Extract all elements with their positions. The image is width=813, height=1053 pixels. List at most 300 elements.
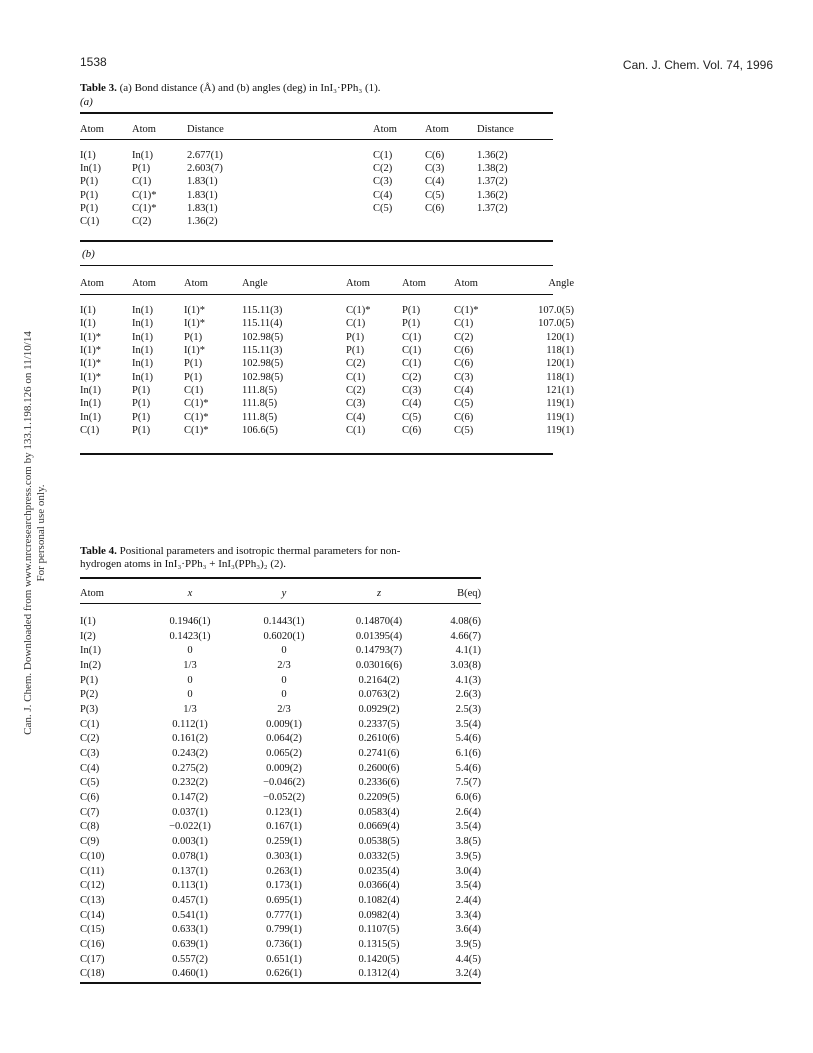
table-cell: I(1)* [80,331,101,343]
table-cell: 1.83(1) [187,176,218,188]
table-cell: C(18) [80,968,105,980]
table-cell: C(1) [402,345,422,357]
table-cell: P(1) [184,358,203,370]
table-cell: 0 [281,689,287,701]
table-cell: P(1) [80,176,99,188]
table3-b-body [80,304,574,437]
table-cell: 0.0583(4) [358,806,400,818]
table-row [80,629,481,644]
table-row [80,702,481,717]
header-cell: Atom [402,277,426,289]
table-cell: 0.137(1) [172,865,208,877]
table-cell: 0 [187,674,193,686]
table-row [80,304,574,317]
table-row [80,384,574,397]
table-cell: P(1) [346,345,365,357]
header-cell: Atom [454,277,478,289]
table-cell: I(1)* [80,345,101,357]
table-cell: P(1) [402,305,421,317]
table-cell: C(1)* [346,305,371,317]
table-cell: 2/3 [277,703,291,715]
table-row [80,215,537,228]
table-cell: C(1) [402,358,422,370]
table-cell: 5.4(6) [455,733,481,745]
table-cell: C(13) [80,894,105,906]
table-cell [373,215,425,228]
table-cell: 0.0763(2) [358,689,400,701]
page-number: 1538 [80,55,107,69]
table-cell: 0.037(1) [172,806,208,818]
table-cell: 0.557(2) [172,953,208,965]
header-cell: Angle [242,277,268,289]
table-cell: 0.626(1) [266,968,302,980]
table-cell: 0.695(1) [266,894,302,906]
table-cell: 0.777(1) [266,909,302,921]
table-row [80,952,481,967]
table-cell: 118(1) [546,371,574,383]
table-cell: 0.0982(4) [358,909,400,921]
table-cell: C(12) [80,880,105,892]
table-cell: 3.5(4) [455,880,481,892]
table-cell: C(3) [402,384,422,396]
header-cell: Atom [346,277,370,289]
table3-label: Table 3. [80,82,117,94]
table-cell: 102.98(5) [242,371,284,383]
table4-header [80,587,481,599]
table-cell: 2.677(1) [187,150,223,162]
download-notice [22,293,48,773]
table-cell: C(3) [425,163,445,175]
table-cell: I(1)* [184,318,205,330]
table-cell: 120(1) [546,331,574,343]
table-cell: C(1)* [184,424,209,436]
header-cell: B(eq) [457,587,481,599]
table-cell: 120(1) [546,358,574,370]
table-cell: 0.1423(1) [169,630,211,642]
table-row [80,937,481,952]
table3-a-header-row [80,123,537,135]
table-cell: 6.1(6) [455,748,481,760]
table-cell: C(4) [454,384,474,396]
table-cell: 1.37(2) [477,176,508,188]
table-cell: 102.98(5) [242,331,284,343]
table-cell: 0 [187,689,193,701]
table-cell: 4.08(6) [450,615,481,627]
table4-header-rule [80,603,481,604]
table-cell: P(1) [132,163,151,175]
table-cell: 2.6(4) [455,806,481,818]
table-cell: C(5) [373,202,393,214]
header-cell: Angle [548,277,574,289]
table-row [80,189,537,202]
table-row [80,162,537,175]
personal-use-notice: For personal use only. [35,484,47,582]
table3-b-header-rule [80,294,553,295]
table-cell: C(6) [402,424,422,436]
table-cell: P(1) [132,384,151,396]
table-row [80,893,481,908]
table-cell: 0.14793(7) [355,645,403,657]
table-cell: C(5) [80,777,100,789]
table4-bottom-rule [80,982,481,984]
table-cell: 3.03(8) [450,659,481,671]
table-cell: 0.0538(5) [358,836,400,848]
table-cell: C(1)* [132,189,157,201]
table-row [80,849,481,864]
header-cell: Atom [80,277,104,289]
table-cell: 119(1) [546,398,574,410]
table-row [80,370,574,383]
table-cell: 2/3 [277,659,291,671]
table-cell: C(1) [346,424,366,436]
table-cell: C(2) [132,216,152,228]
table4-caption-line2: hydrogen atoms in InI₃·PPh₃ + InI₃(PPh₃)₂ (2). [80,558,286,570]
table-cell: 0 [281,645,287,657]
table-cell: 1.83(1) [187,189,218,201]
table-cell: C(1) [132,176,152,188]
table-row [80,643,481,658]
table-cell: C(1) [346,371,366,383]
table-cell: 0.009(2) [266,762,302,774]
table-cell: C(1)* [184,411,209,423]
table-cell: 4.1(1) [455,645,481,657]
table-cell: In(1) [132,358,153,370]
table-cell: In(1) [132,318,153,330]
table-cell: 4.1(3) [455,674,481,686]
table-cell: C(1) [184,384,204,396]
table-cell: 0.6020(1) [263,630,305,642]
table4-caption-line1: Positional parameters and isotropic thermal parameters for non- [119,545,401,557]
table-cell: In(1) [132,305,153,317]
table-cell: C(8) [80,821,100,833]
table-cell: 0.2600(6) [358,762,400,774]
table-cell: P(1) [132,424,151,436]
table-cell: C(3) [454,371,474,383]
table-cell: In(1) [132,331,153,343]
table-cell: 0.736(1) [266,938,302,950]
table-row [80,410,574,423]
table-cell: 0.2209(5) [358,792,400,804]
table-cell: 3.5(4) [455,821,481,833]
table-cell: I(2) [80,630,96,642]
table-cell: 2.603(7) [187,163,223,175]
table-cell: I(1) [80,150,96,162]
table-cell: C(1) [373,150,393,162]
table-cell: 0.263(1) [266,865,302,877]
table-cell: C(6) [425,202,445,214]
table-cell: −0.022(1) [169,821,211,833]
table-row [80,424,574,437]
table-cell: 5.4(6) [455,762,481,774]
table-row [80,397,574,410]
table-row [80,820,481,835]
table-row [80,746,481,761]
table-row [80,922,481,937]
table-cell: C(1) [80,216,100,228]
table-cell: 0.078(1) [172,850,208,862]
table-cell: C(1) [80,424,100,436]
table-row [80,864,481,879]
table-cell: I(1) [80,305,96,317]
table-cell: In(1) [132,371,153,383]
table-cell: 0.2336(6) [358,777,400,789]
table-row [80,732,481,747]
table-cell: 0.639(1) [172,938,208,950]
table-cell: 1.36(2) [477,150,508,162]
table3-a-bottom-rule [80,240,553,242]
table-cell: C(9) [80,836,100,848]
table-cell: 0.799(1) [266,924,302,936]
table-row [80,149,537,162]
table-cell: 2.5(3) [455,703,481,715]
table-cell: I(1)* [184,345,205,357]
table-cell: 1/3 [183,703,197,715]
table-cell: 3.9(5) [455,938,481,950]
table-cell: 0.460(1) [172,968,208,980]
table-cell [425,215,477,228]
table-cell: 0.1443(1) [263,615,305,627]
table-cell: C(2) [346,358,366,370]
table3-part-b-label: (b) [82,248,95,260]
table-row [80,317,574,330]
table-cell: 4.66(7) [450,630,481,642]
table-cell: 118(1) [546,345,574,357]
table-cell: 106.6(5) [242,424,278,436]
table-cell: 0.003(1) [172,836,208,848]
table-cell: C(4) [402,398,422,410]
table-cell: 3.8(5) [455,836,481,848]
table-cell: 4.4(5) [455,953,481,965]
table-cell: C(4) [346,411,366,423]
header-cell: z [376,587,382,599]
table-cell: 0.303(1) [266,850,302,862]
table-cell: 0.147(2) [172,792,208,804]
table-cell: 115.11(3) [242,305,283,317]
table-row [80,834,481,849]
table-cell: 0.2164(2) [358,674,400,686]
table-cell: 1/3 [183,659,197,671]
table-cell: 0.2741(6) [358,748,400,760]
table-cell: C(5) [454,424,474,436]
table-row [80,805,481,820]
header-cell: Distance [477,123,514,135]
table-row [80,344,574,357]
table-cell: 0.1107(5) [358,924,400,936]
table-cell: 0.275(2) [172,762,208,774]
header-cell: Atom [373,123,397,135]
table-cell: C(1)* [454,305,479,317]
table3-part-a-label: (a) [80,96,93,108]
table3-b-top-rule [80,265,553,266]
table-cell: 0.1312(4) [358,968,400,980]
table3-bottom-rule [80,453,553,455]
table-cell: C(14) [80,909,105,921]
table4-body [80,614,481,981]
table-cell: C(6) [454,345,474,357]
table-cell: 0.112(1) [172,718,208,730]
table-row [80,357,574,370]
table-cell: 3.0(4) [455,865,481,877]
table-cell: C(3) [346,398,366,410]
table-cell: I(1)* [184,305,205,317]
table-cell: 0.0332(5) [358,850,400,862]
table-row [80,967,481,982]
table-cell: C(6) [80,792,100,804]
table-row [80,790,481,805]
table-cell: 7.5(7) [455,777,481,789]
table-cell: 111.8(5) [242,384,278,396]
header-cell: x [187,587,193,599]
table-cell: 115.11(3) [242,345,283,357]
table-cell: P(1) [132,411,151,423]
table-cell: 115.11(4) [242,318,283,330]
table-cell: 0.14870(4) [355,615,403,627]
table4-header-row [80,587,481,599]
table-cell: −0.046(2) [263,777,305,789]
table-cell: I(1) [80,318,96,330]
table-cell: In(1) [80,411,101,423]
table-row [80,202,537,215]
table-cell: C(1) [346,318,366,330]
table-cell: I(1)* [80,371,101,383]
table-cell: P(2) [80,689,99,701]
table-cell: 0.113(1) [172,880,208,892]
table-cell: In(2) [80,659,101,671]
table-cell: P(1) [132,398,151,410]
table-row [80,614,481,629]
table-cell: 1.36(2) [477,189,508,201]
table-cell: 119(1) [546,424,574,436]
table-cell: C(3) [80,748,100,760]
table-cell: 0.0669(4) [358,821,400,833]
table-cell: 0.03016(6) [355,659,403,671]
table-cell: 0 [187,645,193,657]
header-cell: Atom [132,277,156,289]
table-cell: P(1) [402,318,421,330]
table-cell: C(4) [80,762,100,774]
table-cell: C(1) [454,318,474,330]
table3-a-header [80,123,537,135]
table-row [80,878,481,893]
header-cell: Atom [132,123,156,135]
table3-caption-text: (a) Bond distance (Å) and (b) angles (deg) in InI₃·PPh₃ (1). [119,82,381,94]
table-cell: 3.9(5) [455,850,481,862]
table-row [80,776,481,791]
header-cell: y [281,587,287,599]
table-cell: P(1) [346,331,365,343]
table-row [80,658,481,673]
table-cell: C(2) [373,163,393,175]
table-cell: 0.243(2) [172,748,208,760]
header-cell: Atom [80,123,104,135]
table-cell: C(16) [80,938,105,950]
table-cell: −0.052(2) [263,792,305,804]
table-cell: 102.98(5) [242,358,284,370]
table-cell: 107.0(5) [538,318,574,330]
table-cell: 0.2337(5) [358,718,400,730]
table-row [80,687,481,702]
table-cell: C(1)* [184,398,209,410]
table-cell: 0.633(1) [172,924,208,936]
table-row [80,908,481,923]
table-cell: C(5) [402,411,422,423]
table-cell: C(7) [80,806,100,818]
table-cell: In(1) [132,345,153,357]
table-cell: C(6) [454,358,474,370]
table-cell: 0.167(1) [266,821,302,833]
table-cell: 6.0(6) [455,792,481,804]
table-cell: C(1) [402,331,422,343]
table-cell: 0.0235(4) [358,865,400,877]
table-cell: 0.541(1) [172,909,208,921]
table-cell: 0.01395(4) [355,630,403,642]
journal-reference: Can. J. Chem. Vol. 74, 1996 [622,58,773,72]
table-cell: C(2) [454,331,474,343]
table-cell: 3.5(4) [455,718,481,730]
table-cell: In(1) [80,163,101,175]
table-row [80,761,481,776]
table-cell: C(5) [454,398,474,410]
table-cell: 0 [281,674,287,686]
header-cell: Atom [184,277,208,289]
table-cell: C(1) [80,718,100,730]
table-cell: In(1) [80,645,101,657]
table3-a-header-rule [80,139,553,140]
table-cell: 1.37(2) [477,202,508,214]
table-cell: 0.065(2) [266,748,302,760]
table-cell: C(5) [425,189,445,201]
download-notice-line: Can. J. Chem. Downloaded from www.nrcresearchpress.com by 133.1.198.126 on 11/10/14 [22,331,34,735]
table-cell: P(3) [80,703,99,715]
table-cell: 0.009(1) [266,718,302,730]
table-cell: 0.064(2) [266,733,302,745]
table-cell: 0.1082(4) [358,894,400,906]
table-cell: C(2) [80,733,100,745]
table-cell: 2.4(4) [455,894,481,906]
header-cell: Atom [80,587,104,599]
table-cell: In(1) [80,384,101,396]
header-cell: Atom [425,123,449,135]
table-cell: I(1) [80,615,96,627]
table-cell: 1.83(1) [187,202,218,214]
table-cell: P(1) [184,331,203,343]
table-cell: 107.0(5) [538,305,574,317]
table-cell: 0.0366(4) [358,880,400,892]
table-row [80,673,481,688]
table3-a-body [80,149,537,228]
table-cell: 0.651(1) [266,953,302,965]
table-cell: 119(1) [546,411,574,423]
table-cell: 1.36(2) [187,216,218,228]
table-cell: 0.0929(2) [358,703,400,715]
table-cell: 0.457(1) [172,894,208,906]
table-cell: 0.123(1) [266,806,302,818]
table-cell: I(1)* [80,358,101,370]
table-cell: 0.173(1) [266,880,302,892]
table-cell: In(1) [132,150,153,162]
table-cell: P(1) [80,202,99,214]
table-cell: C(4) [425,176,445,188]
table-cell: 0.1315(5) [358,938,400,950]
table-cell: 3.6(4) [455,924,481,936]
table-cell: C(3) [373,176,393,188]
table-row [80,331,574,344]
table3-b-header [80,277,574,289]
table-cell: 0.1420(5) [358,953,400,965]
table-cell: 0.232(2) [172,777,208,789]
table-cell: C(2) [402,371,422,383]
table-cell: P(1) [80,189,99,201]
